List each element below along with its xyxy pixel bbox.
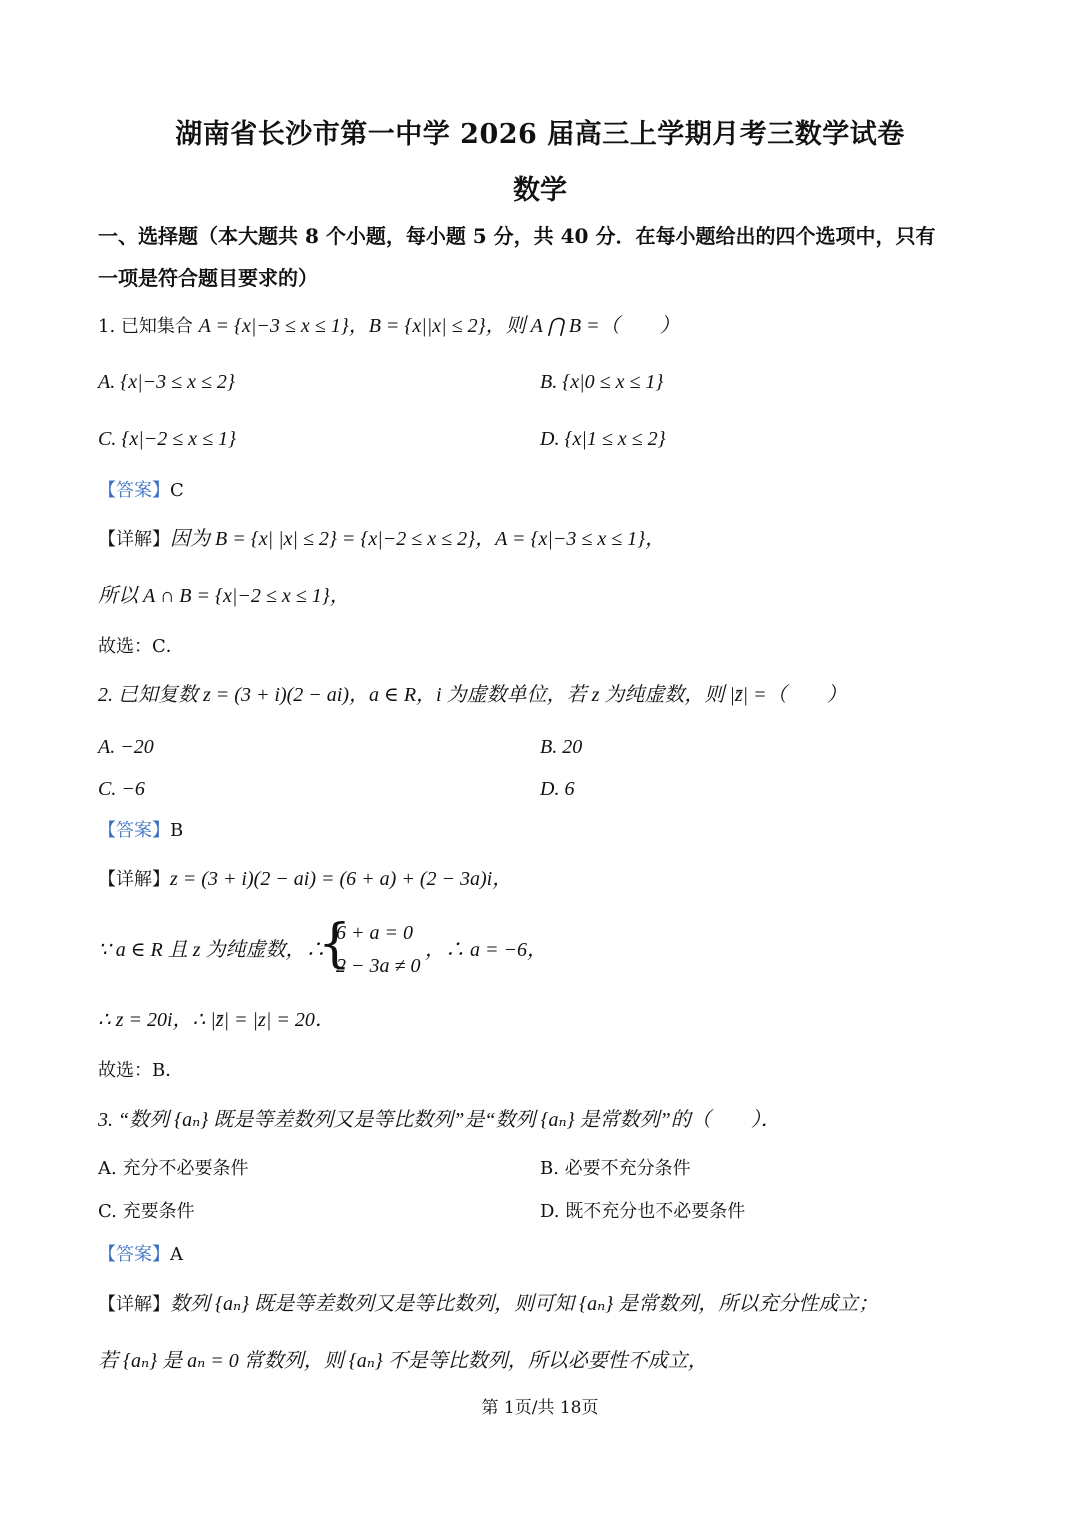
question-2-detail-2-prefix: ∵ a ∈ R 且 z 为纯虚数，∴ [98, 939, 326, 961]
question-1-prefix: 1. 已知集合 [98, 316, 193, 337]
question-2-detail-3: ∴ z = 20i，∴ |z̄| = |z| = 20． [98, 1009, 335, 1031]
system-brace: { [318, 914, 352, 974]
question-2-option-b: B. 20 [540, 736, 583, 758]
question-1-math: A = {x|−3 ≤ x ≤ 1}，B = {x||x| ≤ 2}，则 A ⋂ B =（ ） [198, 315, 680, 337]
detail-text: 因为 B = {x| |x| ≤ 2} = {x|−2 ≤ x ≤ 2}，A = {x|−3 ≤ x ≤ 1}， [170, 528, 666, 550]
question-1-detail-3: 故选：C． [98, 636, 184, 657]
question-1-option-d: D. {x|1 ≤ x ≤ 2} [540, 428, 666, 450]
page-title: 湖南省长沙市第一中学 2026 届高三上学期月考三数学试卷 [175, 119, 905, 150]
question-3-option-d: D. 既不充分也不必要条件 [540, 1201, 746, 1222]
question-3-detail-2: 若 {aₙ} 是 aₙ = 0 常数列，则 {aₙ} 不是等比数列，所以必要性不成立， [98, 1350, 708, 1372]
detail-text: 数列 {aₙ} 既是等差数列又是等比数列，则可知 {aₙ} 是常数列，所以充分性成立； [170, 1293, 879, 1315]
question-3-option-a: A. 充分不必要条件 [98, 1158, 249, 1179]
question-1-option-c: C. {x|−2 ≤ x ≤ 1} [98, 428, 237, 450]
detail-tag: 【详解】 [98, 869, 170, 890]
answer-tag: 【答案】 [98, 1244, 170, 1265]
question-2-option-d: D. 6 [540, 778, 575, 800]
question-2-answer [98, 820, 183, 842]
question-1-option-b: B. {x|0 ≤ x ≤ 1} [540, 371, 664, 393]
system-eq-2: 2 − 3a ≠ 0 [336, 955, 421, 977]
system-eq-1: 6 + a = 0 [336, 922, 413, 944]
question-3-stem: 3. “数列 {aₙ} 既是等差数列又是等比数列”是“数列 {aₙ} 是常数列”的（ ）． [98, 1109, 781, 1131]
section-heading-line2: 一项是符合题目要求的） [98, 266, 318, 290]
question-1-option-a: A. {x|−3 ≤ x ≤ 2} [98, 371, 235, 393]
page-subtitle: 数学 [513, 175, 567, 206]
question-3-option-b: B. 必要不充分条件 [540, 1158, 691, 1179]
detail-text: z = (3 + i)(2 − ai) = (6 + a) + (2 − 3a)i， [170, 868, 513, 890]
question-3-answer [98, 1244, 183, 1266]
question-1-answer [98, 480, 184, 502]
answer-tag: 【答案】 [98, 480, 170, 501]
answer-value: A [170, 1244, 183, 1265]
question-3-option-c: C. 充要条件 [98, 1201, 195, 1222]
question-2-option-c: C. −6 [98, 778, 145, 800]
answer-value: C [170, 480, 184, 501]
question-2-detail-2-suffix: ，∴ a = −6， [425, 939, 547, 961]
detail-tag: 【详解】 [98, 1294, 170, 1315]
question-2-detail-1 [98, 867, 512, 891]
question-2-detail-4: 故选：B． [98, 1060, 184, 1081]
answer-tag: 【答案】 [98, 820, 170, 841]
answer-value: B [170, 820, 184, 841]
question-2-stem: 2. 已知复数 z = (3 + i)(2 − ai)，a ∈ R，i 为虚数单位，若 z 为纯虚数，则 |z̄| =（ ） [98, 684, 847, 706]
detail-tag: 【详解】 [98, 529, 170, 550]
question-1-detail-2: 所以 A ∩ B = {x|−2 ≤ x ≤ 1}， [98, 585, 350, 607]
question-1-detail-1 [98, 527, 665, 551]
question-1-stem [98, 314, 680, 338]
page-footer: 第 1页/共 18页 [481, 1398, 599, 1418]
question-3-detail-1 [98, 1292, 878, 1316]
question-2-option-a: A. −20 [98, 736, 154, 758]
section-heading-line1: 一、选择题（本大题共 8 个小题，每小题 5 分，共 40 分．在每小题给出的四个选项中，只有 [98, 224, 936, 248]
